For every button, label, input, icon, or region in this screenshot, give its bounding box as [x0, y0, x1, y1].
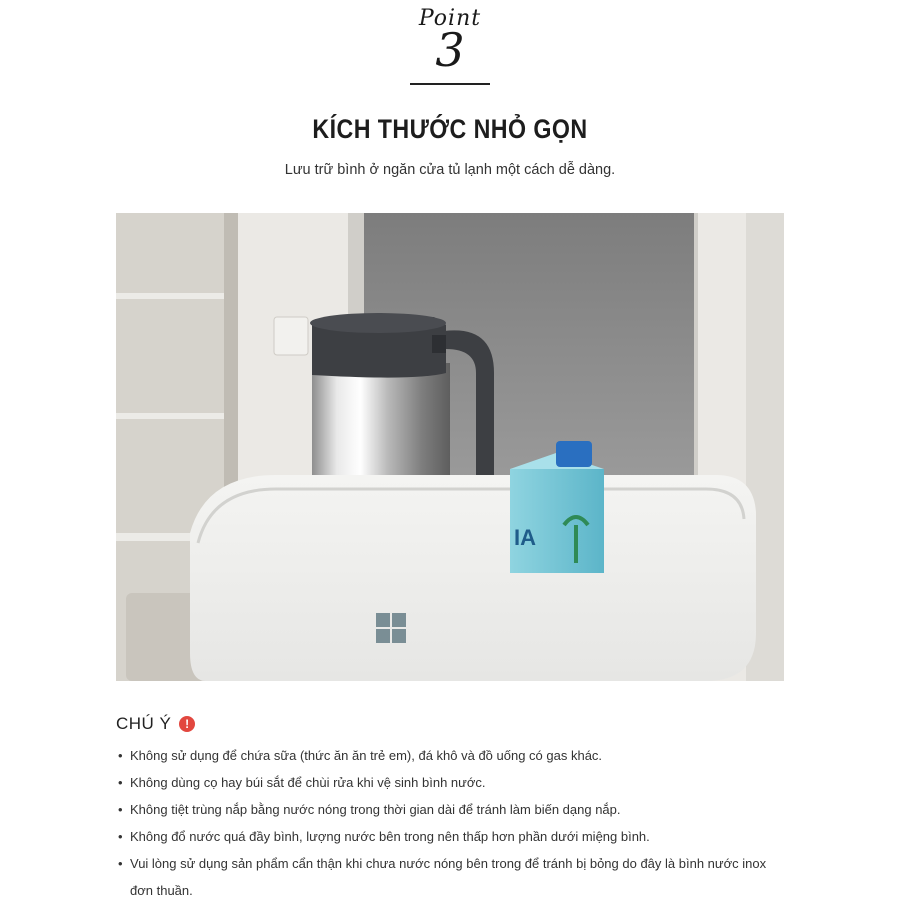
- product-photo: [116, 213, 784, 681]
- note-item: • Vui lòng sử dụng sản phẩm cẩn thận khi chưa nước nóng bên trong để tránh bị bỏng do đây là bình nước inox đơn thuần.: [116, 850, 788, 904]
- point-number: 3: [435, 23, 465, 77]
- note-item: • Không dùng cọ hay búi sắt để chùi rửa khi vệ sinh bình nước.: [116, 769, 788, 796]
- point-divider: [410, 83, 490, 85]
- note-heading: [116, 714, 195, 734]
- note-list: [116, 742, 788, 904]
- bottle-label: IA: [514, 525, 536, 550]
- note-item: • Không sử dụng để chứa sữa (thức ăn ăn trẻ em), đá khô và đồ uống có gas khác.: [116, 742, 788, 769]
- warning-icon: !: [179, 716, 195, 732]
- note-title: CHÚ Ý: [116, 714, 172, 733]
- note-item: • Không tiệt trùng nắp bằng nước nóng trong thời gian dài để tránh làm biến dạng nắp.: [116, 796, 788, 823]
- page-subtitle: Lưu trữ bình ở ngăn cửa tủ lạnh một cách dễ dàng.: [284, 162, 616, 178]
- point-badge: [400, 2, 500, 86]
- page-title: KÍCH THƯỚC NHỎ GỌN: [312, 114, 588, 144]
- point-word: Point: [418, 6, 482, 31]
- note-item: • Không đổ nước quá đầy bình, lượng nước bên trong nên thấp hơn phần dưới miệng bình.: [116, 823, 788, 850]
